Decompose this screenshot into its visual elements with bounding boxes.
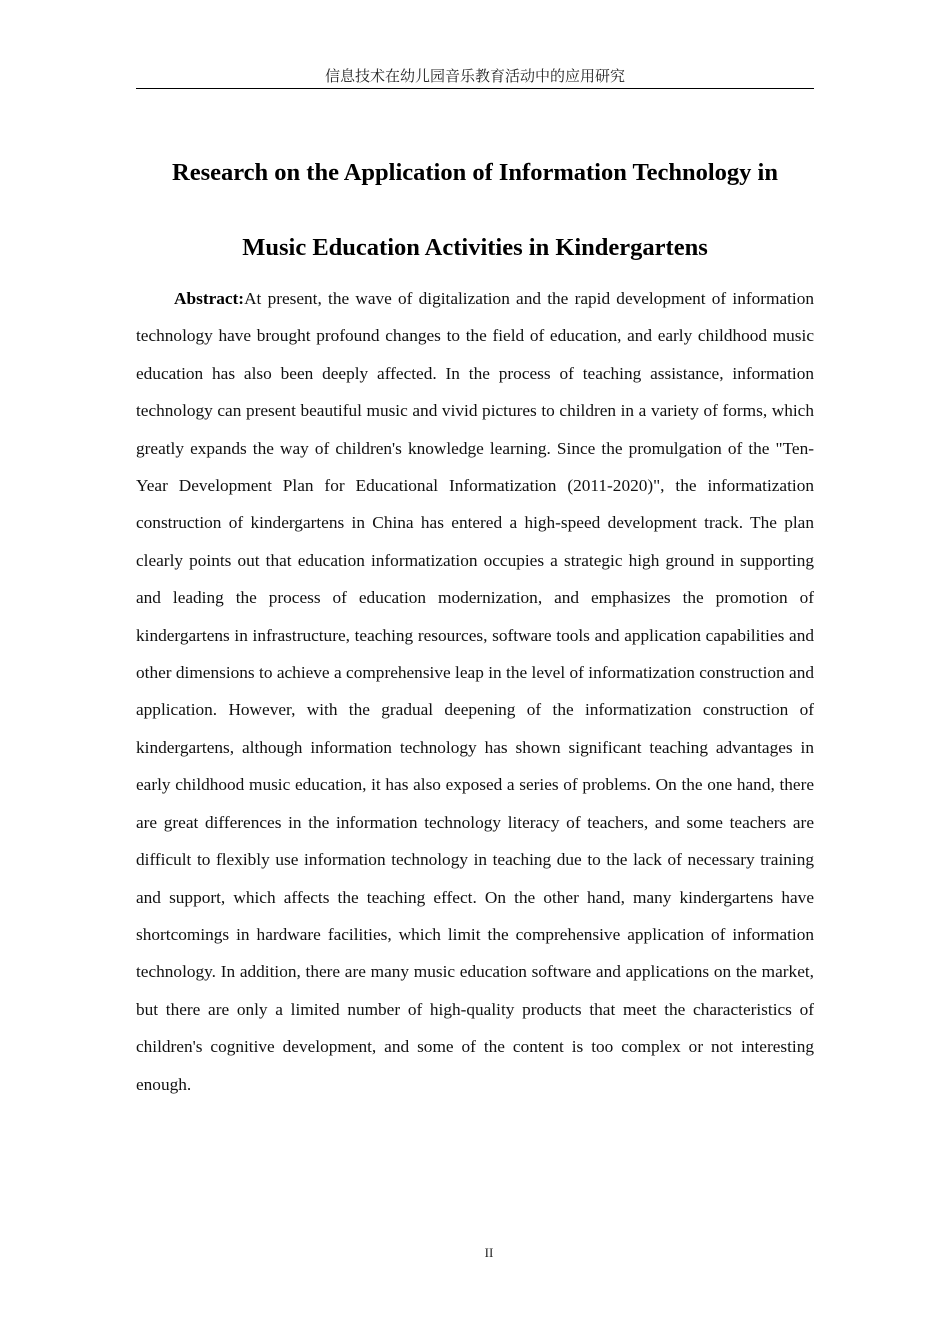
title-line-2: Music Education Activities in Kindergartens: [242, 234, 708, 261]
page-number: II: [484, 1245, 494, 1260]
running-header: 信息技术在幼儿园音乐教育活动中的应用研究: [136, 66, 814, 89]
abstract-label: Abstract:: [174, 289, 245, 308]
abstract-text: At present, the wave of digitalization and the rapid development of information technology have brought profound changes to the field of education, and early childhood music education has also been deeply affected. In the process of teaching assistance, information technology can present beautiful music and vivid pictures to children in a variety of forms, which greatly expands the way of children's knowledge learning. Since the promulgation of the "Ten-Year Development Plan for Educational Informatization (2011-2020)", the informatization construction of kindergartens in China has entered a high-speed development track. The plan clearly points out that education informatization occupies a strategic high ground in supporting and leading the process of education modernization, and emphasizes the promotion of kindergartens in infrastructure, teaching resources, software tools and application capabilities and other dimensions to achieve a comprehensive leap in the level of informatization construction and application. However, with the gradual deepening of the informatization construction of kindergartens, although information technology has shown significant teaching advantages in early childhood music education, it has also exposed a series of problems. On the one hand, there are great differences in the information technology literacy of teachers, and some teachers are difficult to flexibly use information technology in teaching due to the lack of necessary training and support, which affects the teaching effect. On the other hand, many kindergartens have shortcomings in hardware facilities, which limit the comprehensive application of information technology. In addition, there are many music education software and applications on the market, but there are only a limited number of high-quality products that meet the characteristics of children's cognitive development, and some of the content is too complex or not interesting enough.: [136, 289, 814, 1094]
title-line-1: Research on the Application of Information Technology in: [172, 159, 778, 186]
abstract-paragraph: [136, 280, 814, 1103]
